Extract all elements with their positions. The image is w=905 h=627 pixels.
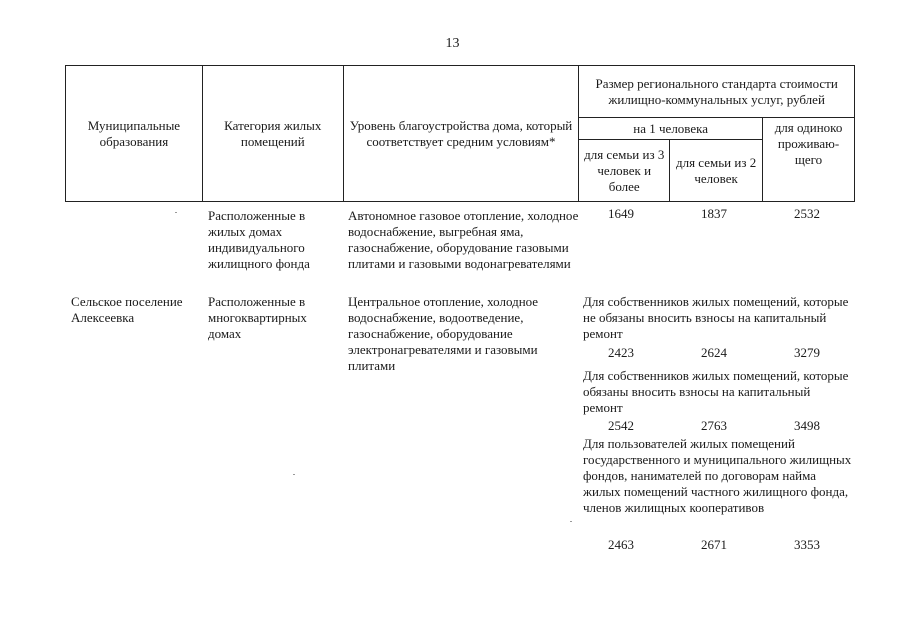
header-group-title: Размер регионального стандарта стоимости жилищно-коммунальных услуг, рублей	[579, 66, 855, 118]
scan-speck	[570, 521, 572, 522]
row1-value-family3: 1649	[608, 206, 634, 221]
page-number: 13	[445, 36, 460, 51]
header-family-2: для семьи из 2 человек	[670, 140, 763, 202]
row2-g1-value-family3: 2423	[608, 345, 634, 360]
scan-speck	[293, 474, 295, 475]
row2-note-3: Для пользователей жилых помещений государственного и муниципального жилищных фондов, нанимателей по договорам найма жилых помещений частного жилищного фонда, членов жилищных кооперативов	[583, 436, 852, 515]
row2-g2-value-family3: 2542	[608, 418, 634, 433]
row2-g3-value-single: 3353	[794, 537, 820, 552]
row2-note-1: Для собственников жилых помещений, которые не обязаны вносить взносы на капитальный ремонт	[583, 294, 849, 341]
header-family-3: для семьи из 3 человек и более	[579, 140, 670, 202]
row2-g1-value-single: 3279	[794, 345, 820, 360]
row2-g2-value-single: 3498	[794, 418, 820, 433]
row1-value-family2: 1837	[701, 206, 727, 221]
row2-g3-value-family3: 2463	[608, 537, 634, 552]
row2-category: Расположенные в многоквартирных домах	[208, 294, 307, 341]
table-body	[65, 206, 855, 606]
header-level: Уровень благоустройства дома, который соответствует средним условиям*	[343, 66, 579, 202]
row1-level: Автономное газовое отопление, холодное водоснабжение, выгребная яма, газоснабжение, оборудование газовыми плитами и газовыми водонагревателями	[348, 208, 579, 271]
scan-speck	[175, 212, 177, 213]
row2-note-2: Для собственников жилых помещений, которые обязаны вносить взносы на капитальный ремонт	[583, 368, 849, 415]
header-per-person: на 1 человека	[579, 118, 763, 140]
row1-category: Расположенные в жилых домах индивидуального жилищного фонда	[208, 208, 310, 271]
row1-value-single: 2532	[794, 206, 820, 221]
header-single: для одиноко проживаю-щего	[763, 118, 855, 202]
row2-level: Центральное отопление, холодное водоснабжение, водоотведение, газоснабжение, оборудование электронагревателями и газовыми плитами	[348, 294, 539, 373]
header-municipalities: Муниципальные образования	[66, 66, 203, 202]
municipality-name: Сельское поселение Алексеевка	[71, 294, 183, 325]
header-category: Категория жилых помещений	[202, 66, 343, 202]
table-header	[65, 65, 855, 202]
row2-g1-value-family2: 2624	[701, 345, 727, 360]
row2-g3-value-family2: 2671	[701, 537, 727, 552]
row2-g2-value-family2: 2763	[701, 418, 727, 433]
